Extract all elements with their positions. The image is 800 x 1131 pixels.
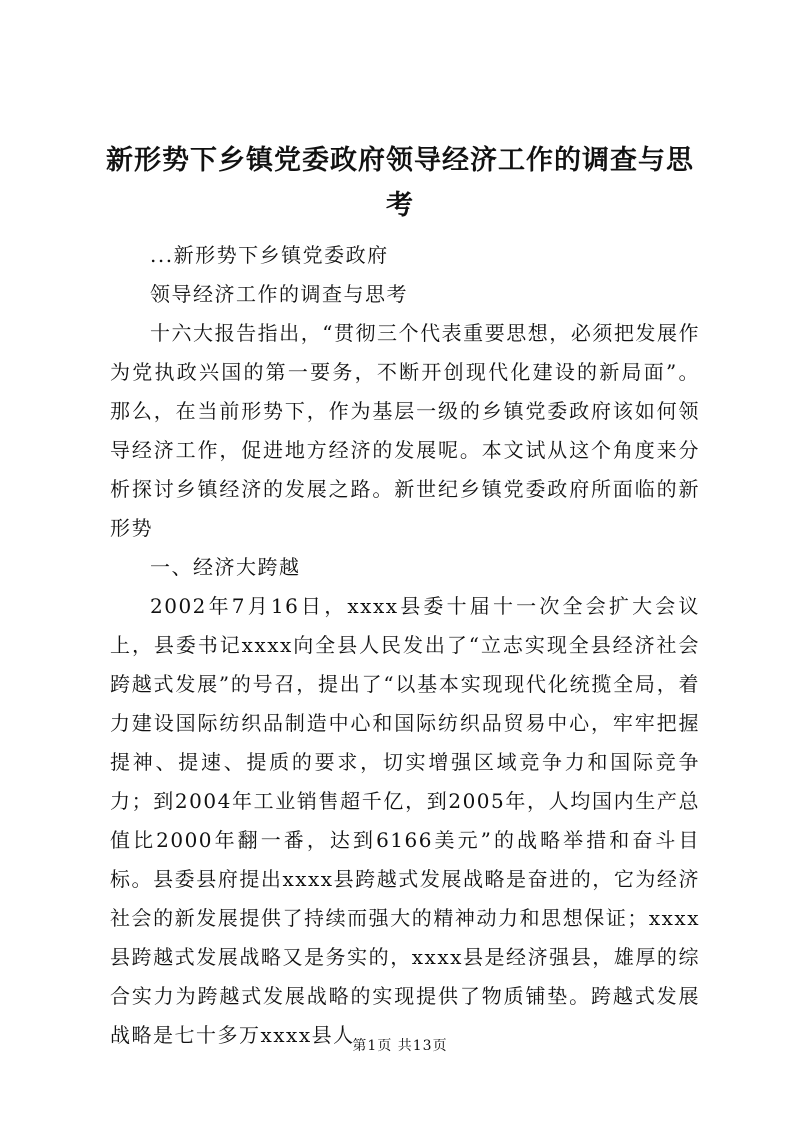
paragraph-subtitle-2: 领导经济工作的调查与思考 (150, 282, 408, 306)
document-body (110, 236, 700, 1055)
section-heading: 一、经济大跨越 (150, 555, 301, 579)
paragraph-subtitle-1: ...新形势下乡镇党委政府 (150, 243, 389, 267)
page-number: 第1页 共13页 (352, 1038, 448, 1054)
paragraph-body: 2002年7月16日，xxxx县委十届十一次全会扩大会议上，县委书记xxxx向全县人民发出了“立志实现全县经济社会跨越式发展”的号召，提出了“以基本实现现代化统揽全局，着力建设国际纺织品制造中心和国际纺织品贸易中心，牢牢把握提神、提速、提质的要求，切实增强区域竞争力和国际竞争力；到2004年工业销售超千亿，到2005年，人均国内生产总值比2000年翻一番，达到6166美元”的战略举措和奋斗目标。县委县府提出xxxx县跨越式发展战略是奋进的，它为经济社会的新发展提供了持续而强大的精神动力和思想保证；xxxx县跨越式发展战略又是务实的，xxxx县是经济强县，雄厚的综合实力为跨越式发展战略的实现提供了物质铺垫。跨越式发展战略是七十多万xxxx县人 (110, 594, 700, 1047)
paragraph-intro: 十六大报告指出，“贯彻三个代表重要思想，必须把发展作为党执政兴国的第一要务，不断开创现代化建设的新局面”。那么，在当前形势下，作为基层一级的乡镇党委政府该如何领导经济工作，促进地方经济的发展呢。本文试从这个角度来分析探讨乡镇经济的发展之路。新世纪乡镇党委政府所面临的新形势 (110, 321, 700, 540)
document-title: 新形势下乡镇党委政府领导经济工作的调查与思考 (106, 145, 694, 221)
